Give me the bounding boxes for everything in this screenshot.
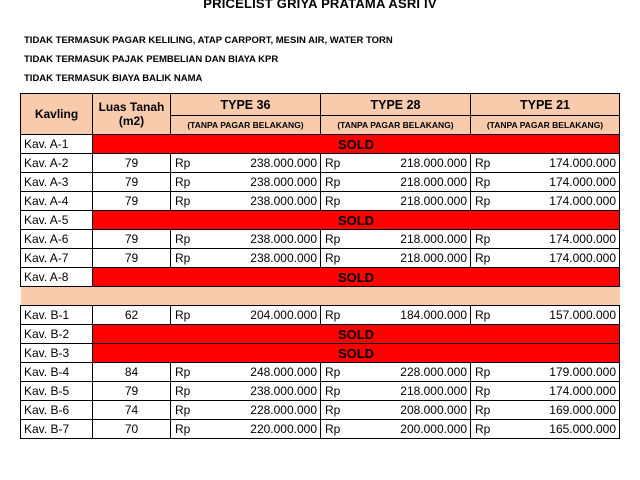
price-21-cell: 174.000.000 — [505, 192, 620, 211]
currency-cell: Rp — [171, 173, 205, 192]
kavling-cell: Kav. A-4 — [21, 192, 93, 211]
currency-cell: Rp — [321, 363, 355, 382]
table-row — [21, 306, 620, 325]
table-row — [21, 420, 620, 439]
price-36-cell: 228.000.000 — [205, 401, 321, 420]
currency-cell: Rp — [321, 173, 355, 192]
price-36-cell: 238.000.000 — [205, 382, 321, 401]
currency-cell: Rp — [321, 306, 355, 325]
currency-cell: Rp — [471, 230, 505, 249]
note-line: TIDAK TERMASUK PAJAK PEMBELIAN DAN BIAYA KPR — [24, 54, 279, 65]
price-28-cell: 218.000.000 — [355, 230, 471, 249]
kavling-cell: Kav. B-1 — [21, 306, 93, 325]
price-28-cell: 208.000.000 — [355, 401, 471, 420]
price-28-cell: 200.000.000 — [355, 420, 471, 439]
kavling-cell: Kav. A-5 — [21, 211, 93, 230]
price-28-cell: 184.000.000 — [355, 306, 471, 325]
currency-cell: Rp — [471, 420, 505, 439]
currency-cell: Rp — [471, 382, 505, 401]
table-row — [21, 211, 620, 230]
table-row — [21, 268, 620, 287]
price-36-cell: 238.000.000 — [205, 249, 321, 268]
table-row — [21, 230, 620, 249]
header-luas-unit: (m2) — [118, 114, 145, 128]
price-28-cell: 218.000.000 — [355, 154, 471, 173]
table-row — [21, 135, 620, 154]
currency-cell: Rp — [321, 192, 355, 211]
sold-badge: SOLD — [93, 344, 620, 363]
separator-cell — [21, 287, 620, 306]
header-luas-tanah — [93, 94, 171, 135]
table-row — [21, 154, 620, 173]
kavling-cell: Kav. B-3 — [21, 344, 93, 363]
currency-cell: Rp — [321, 154, 355, 173]
header-type-36: TYPE 36 — [171, 94, 321, 116]
currency-cell: Rp — [171, 230, 205, 249]
kavling-cell: Kav. A-2 — [21, 154, 93, 173]
kavling-cell: Kav. A-1 — [21, 135, 93, 154]
currency-cell: Rp — [471, 192, 505, 211]
price-36-cell: 238.000.000 — [205, 154, 321, 173]
price-28-cell: 228.000.000 — [355, 363, 471, 382]
price-21-cell: 179.000.000 — [505, 363, 620, 382]
price-21-cell: 174.000.000 — [505, 249, 620, 268]
sold-badge: SOLD — [93, 325, 620, 344]
currency-cell: Rp — [471, 249, 505, 268]
header-type-36-sub: (TANPA PAGAR BELAKANG) — [171, 116, 321, 135]
currency-cell: Rp — [321, 420, 355, 439]
kavling-cell: Kav. B-2 — [21, 325, 93, 344]
sold-badge: SOLD — [93, 135, 620, 154]
kavling-cell: Kav. B-5 — [21, 382, 93, 401]
luas-cell: 74 — [93, 401, 171, 420]
header-luas-line: Luas Tanah — [98, 100, 165, 114]
luas-cell: 70 — [93, 420, 171, 439]
luas-cell: 62 — [93, 306, 171, 325]
currency-cell: Rp — [471, 401, 505, 420]
header-kavling: Kavling — [21, 94, 93, 135]
currency-cell: Rp — [471, 306, 505, 325]
kavling-cell: Kav. B-7 — [21, 420, 93, 439]
table-body — [21, 135, 620, 439]
price-36-cell: 238.000.000 — [205, 192, 321, 211]
table-row — [21, 173, 620, 192]
header-type-21-sub: (TANPA PAGAR BELAKANG) — [471, 116, 620, 135]
table-row — [21, 363, 620, 382]
block-separator — [21, 287, 620, 306]
price-28-cell: 218.000.000 — [355, 192, 471, 211]
price-21-cell: 174.000.000 — [505, 154, 620, 173]
luas-cell: 79 — [93, 230, 171, 249]
page-title: PRICELIST GRIYA PRATAMA ASRI IV — [203, 0, 437, 11]
currency-cell: Rp — [171, 382, 205, 401]
note-line: TIDAK TERMASUK PAGAR KELILING, ATAP CARPORT, MESIN AIR, WATER TORN — [24, 35, 393, 46]
currency-cell: Rp — [471, 363, 505, 382]
currency-cell: Rp — [171, 154, 205, 173]
header-type-28-sub: (TANPA PAGAR BELAKANG) — [321, 116, 471, 135]
price-36-cell: 238.000.000 — [205, 230, 321, 249]
price-28-cell: 218.000.000 — [355, 249, 471, 268]
currency-cell: Rp — [471, 154, 505, 173]
price-21-cell: 169.000.000 — [505, 401, 620, 420]
luas-cell: 79 — [93, 249, 171, 268]
table-row — [21, 249, 620, 268]
kavling-cell: Kav. A-6 — [21, 230, 93, 249]
price-28-cell: 218.000.000 — [355, 382, 471, 401]
note-line: TIDAK TERMASUK BIAYA BALIK NAMA — [24, 73, 203, 84]
header-type-28: TYPE 28 — [321, 94, 471, 116]
currency-cell: Rp — [321, 401, 355, 420]
price-21-cell: 157.000.000 — [505, 306, 620, 325]
currency-cell: Rp — [171, 192, 205, 211]
kavling-cell: Kav. A-7 — [21, 249, 93, 268]
sold-badge: SOLD — [93, 268, 620, 287]
table-row — [21, 325, 620, 344]
luas-cell: 79 — [93, 173, 171, 192]
price-36-cell: 248.000.000 — [205, 363, 321, 382]
price-36-cell: 220.000.000 — [205, 420, 321, 439]
currency-cell: Rp — [171, 420, 205, 439]
currency-cell: Rp — [171, 306, 205, 325]
price-21-cell: 174.000.000 — [505, 230, 620, 249]
kavling-cell: Kav. A-3 — [21, 173, 93, 192]
price-36-cell: 238.000.000 — [205, 173, 321, 192]
currency-cell: Rp — [171, 363, 205, 382]
currency-cell: Rp — [321, 249, 355, 268]
currency-cell: Rp — [471, 173, 505, 192]
kavling-cell: Kav. A-8 — [21, 268, 93, 287]
luas-cell: 79 — [93, 192, 171, 211]
currency-cell: Rp — [321, 382, 355, 401]
sold-badge: SOLD — [93, 211, 620, 230]
kavling-cell: Kav. B-4 — [21, 363, 93, 382]
currency-cell: Rp — [171, 401, 205, 420]
table-row — [21, 192, 620, 211]
luas-cell: 79 — [93, 382, 171, 401]
table-row — [21, 382, 620, 401]
price-21-cell: 174.000.000 — [505, 173, 620, 192]
price-36-cell: 204.000.000 — [205, 306, 321, 325]
price-table — [20, 93, 620, 439]
kavling-cell: Kav. B-6 — [21, 401, 93, 420]
table-row — [21, 344, 620, 363]
price-21-cell: 165.000.000 — [505, 420, 620, 439]
table-row — [21, 401, 620, 420]
luas-cell: 79 — [93, 154, 171, 173]
header-type-21: TYPE 21 — [471, 94, 620, 116]
currency-cell: Rp — [321, 230, 355, 249]
price-28-cell: 218.000.000 — [355, 173, 471, 192]
notes — [24, 34, 393, 91]
price-21-cell: 174.000.000 — [505, 382, 620, 401]
currency-cell: Rp — [171, 249, 205, 268]
luas-cell: 84 — [93, 363, 171, 382]
